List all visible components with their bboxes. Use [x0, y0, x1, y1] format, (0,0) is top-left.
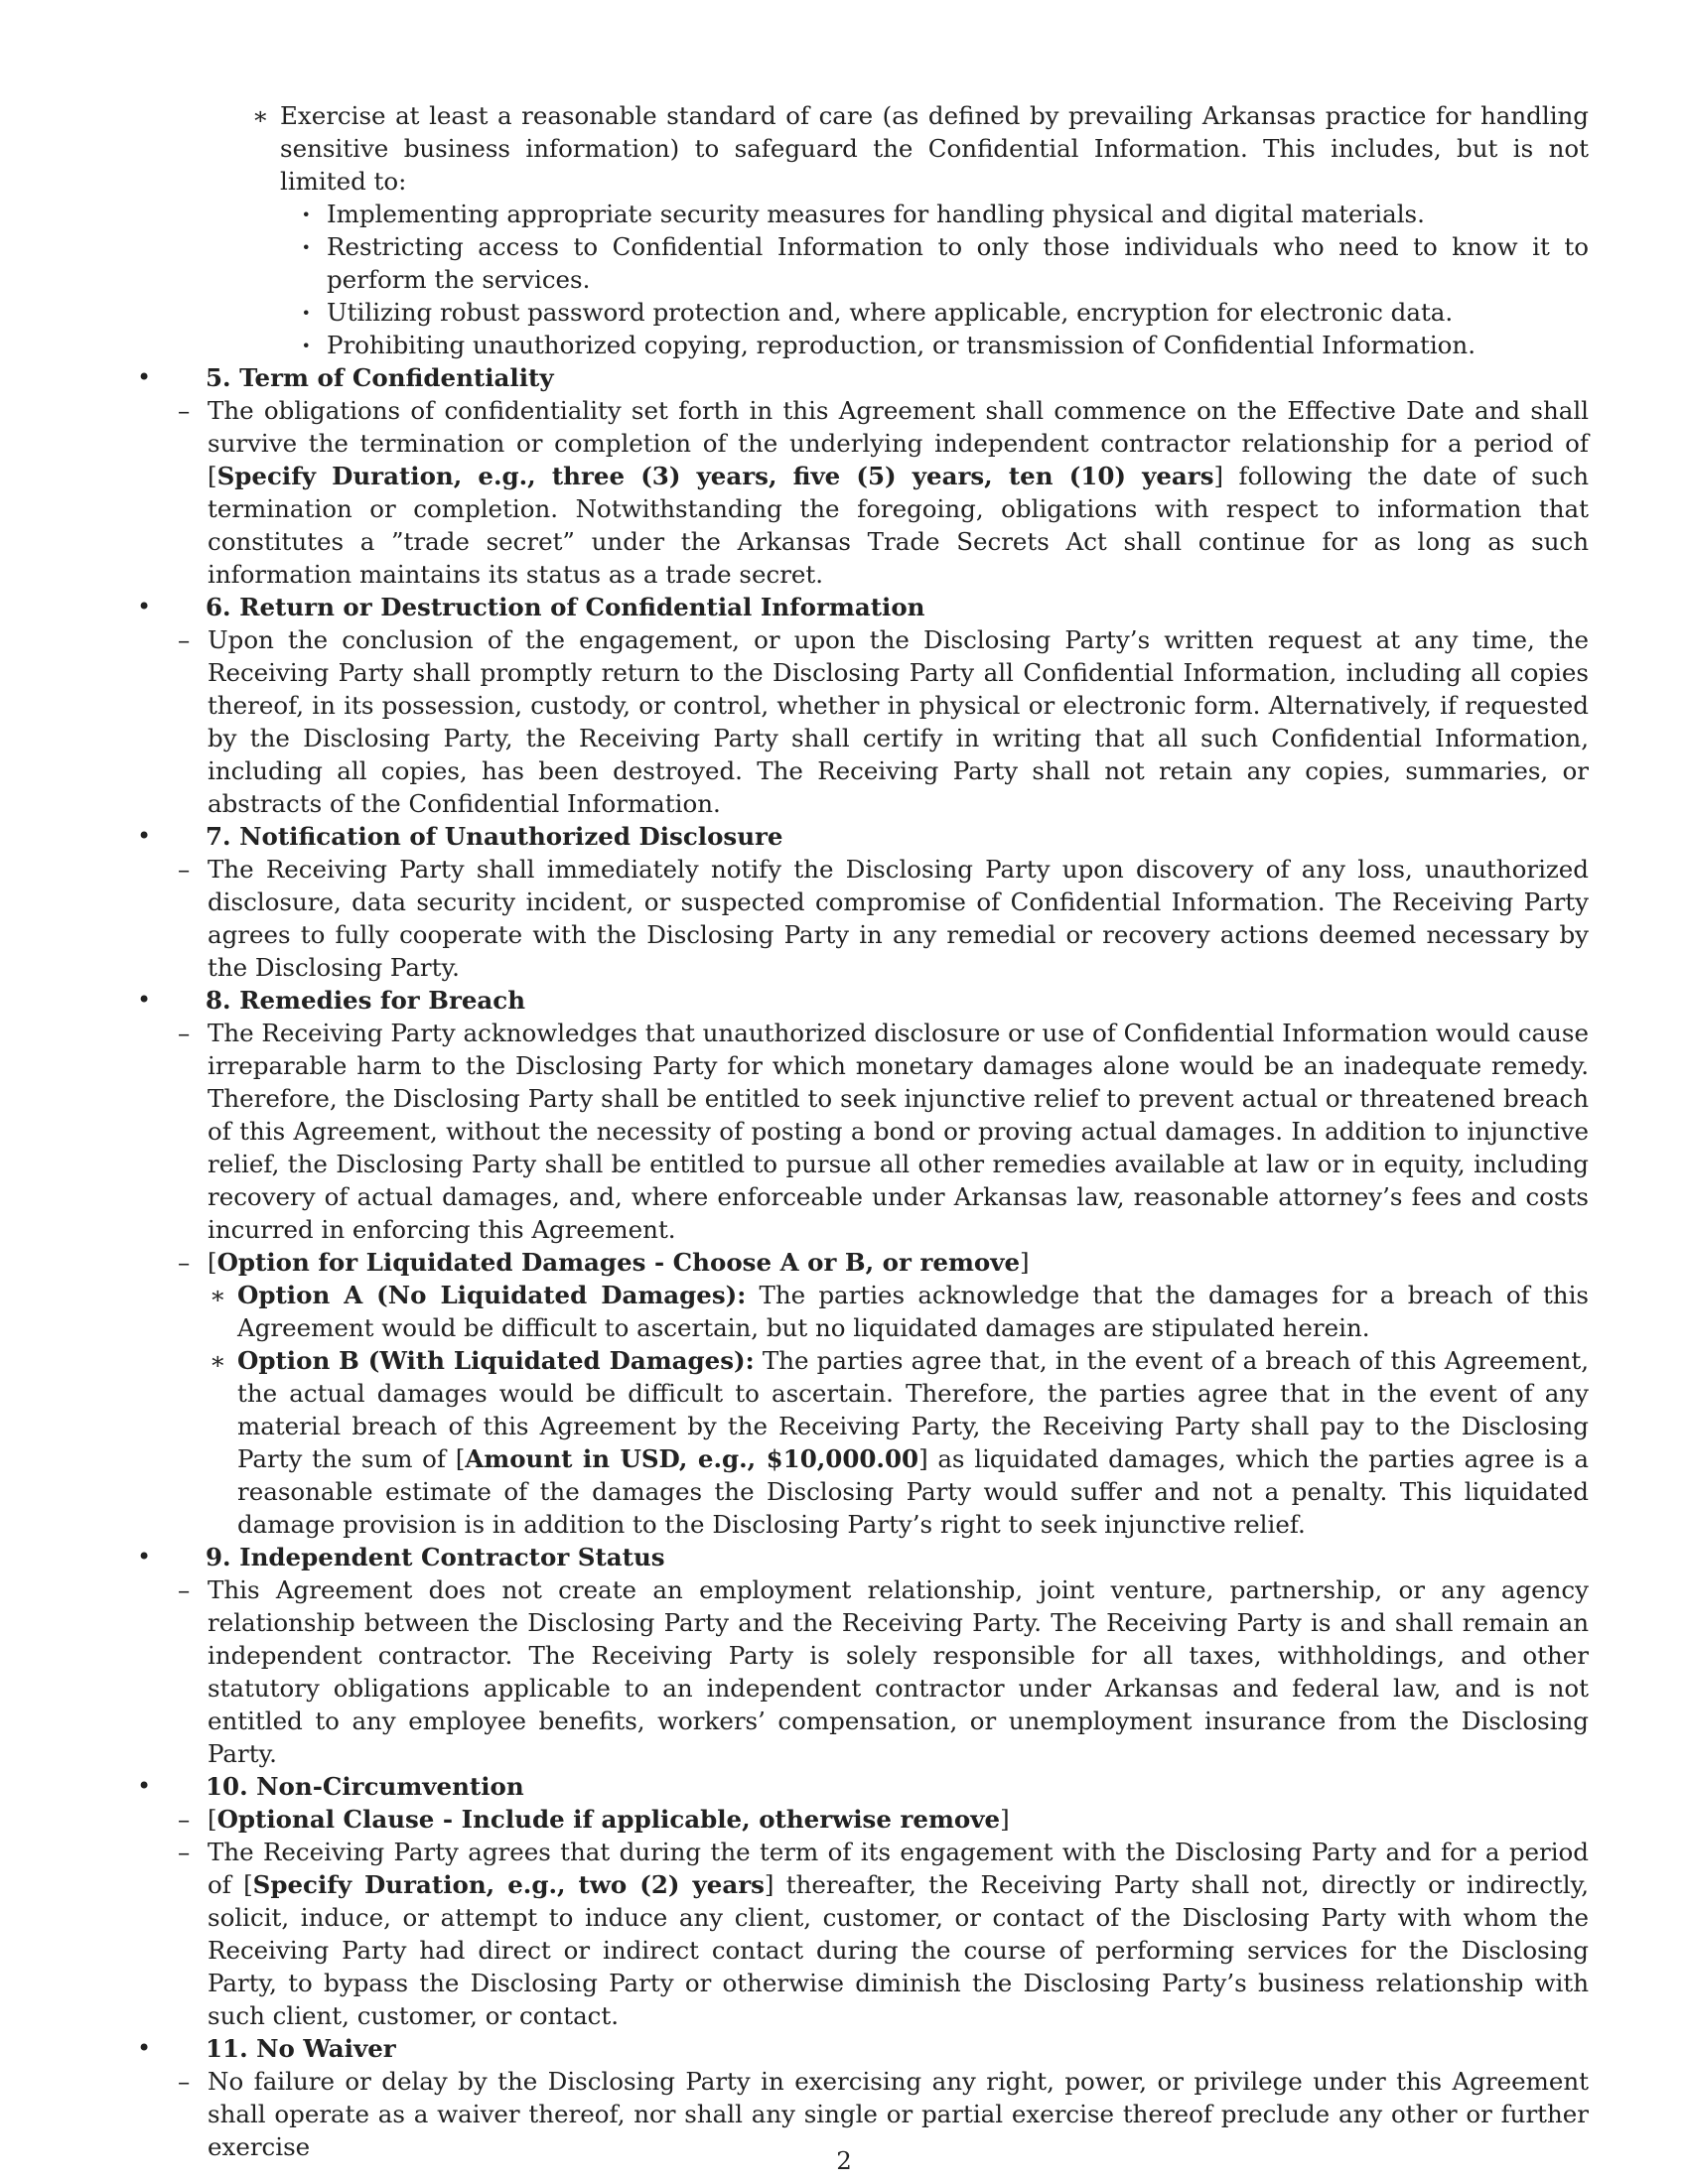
section-heading: 6. Return or Destruction of Confidential Information	[206, 593, 925, 621]
section-heading: 9. Independent Contractor Status	[206, 1543, 665, 1571]
list-item: ∗ Exercise at least a reasonable standard of care (as defined by prevailing Arkansas practice for handling sensitive business information) to safeguard the Confidential Information. This includes, but is not limited to: · Implementing appropriate security measures for handling physical and digital materials. · Restricting access to Confidential Information to only those individuals who need to know it to perform the services. · Utilizing robust password protection and, where applicable, encryption for electronic data. · Prohibiting unauthorized copying, reproduction, or transmission of Confidential Information.	[250, 99, 1589, 361]
page-number: 2	[836, 2146, 852, 2175]
document-body	[134, 99, 1589, 2163]
section-heading: 5. Term of Confidentiality	[206, 363, 554, 392]
section-7	[134, 820, 1589, 984]
list-item: · Restricting access to Confidential Information to only those individuals who need to know it to perform the services.	[297, 230, 1589, 296]
list-item: – The Receiving Party agrees that during the term of its engagement with the Disclosing Party and for a period of [Specify Duration, e.g., two (2) years] thereafter, the Receiving Party shall not, directly or indirectly, solicit, induce, or attempt to induce any client, customer, or contact of the Disclosing Party with whom the Receiving Party had direct or indirect contact during the course of performing services for the Disclosing Party, to bypass the Disclosing Party or otherwise diminish the Disclosing Party’s business relationship with such client, customer, or contact.	[178, 1836, 1589, 2032]
list-item: – No failure or delay by the Disclosing Party in exercising any right, power, or privilege under this Agreement shall operate as a waiver thereof, nor shall any single or partial exercise thereof preclude any other or further exercise	[178, 2065, 1589, 2163]
section-9	[134, 1541, 1589, 1770]
section-list	[134, 361, 1589, 2163]
list-item: · Utilizing robust password protection and, where applicable, encryption for electronic data.	[297, 296, 1589, 329]
section-6	[134, 591, 1589, 820]
option-a: ∗ Option A (No Liquidated Damages): The parties acknowledge that the damages for a breach of this Agreement would be difficult to ascertain, but no liquidated damages are stipulated herein.	[208, 1279, 1589, 1344]
section-heading: 7. Notification of Unauthorized Disclosure	[206, 822, 783, 851]
section-10	[134, 1770, 1589, 2032]
list-item: – The Receiving Party shall immediately notify the Disclosing Party upon discovery of any loss, unauthorized disclosure, data security incident, or suspected compromise of Confidential Information. The Receiving Party agrees to fully cooperate with the Disclosing Party in any remedial or recovery actions deemed necessary by the Disclosing Party.	[178, 853, 1589, 984]
list-item: – The Receiving Party acknowledges that unauthorized disclosure or use of Confidential Information would cause irreparable harm to the Disclosing Party for which monetary damages alone would be an inadequate remedy. Therefore, the Disclosing Party shall be entitled to seek injunctive relief to prevent actual or threatened breach of this Agreement, without the necessity of posting a bond or proving actual damages. In addition to injunctive relief, the Disclosing Party shall be entitled to pursue all other remedies available at law or in equity, including recovery of actual damages, and, where enforceable under Arkansas law, reasonable attorney’s fees and costs incurred in enforcing this Agreement.	[178, 1017, 1589, 1246]
list-item: · Prohibiting unauthorized copying, reproduction, or transmission of Confidential Information.	[297, 329, 1589, 361]
option-b: ∗ Option B (With Liquidated Damages): The parties agree that, in the event of a breach of this Agreement, the actual damages would be difficult to ascertain. Therefore, the parties agree that in the event of any material breach of this Agreement by the Receiving Party, the Receiving Party shall pay to the Disclosing Party the sum of [Amount in USD, e.g., $10,000.00] as liquidated damages, which the parties agree is a reasonable estimate of the damages the Disclosing Party would suffer and not a penalty. This liquidated damage provision is in addition to the Disclosing Party’s right to seek injunctive relief.	[208, 1344, 1589, 1541]
list-item: – [Option for Liquidated Damages - Choose A or B, or remove] ∗ Option A (No Liquidated Damages): The parties acknowledge that the damages for a breach of this Agreement would be difficult to ascertain, but no liquidated damages are stipulated herein. ∗ Option B (With Liquidated Damages): The parties agree that, in the event of a breach of this Agreement, the actual damages would be difficult to ascertain. Therefore, the parties agree that in the event of any material breach of this Agreement by the Receiving Party, the Receiving Party shall pay to the Disclosing Party the sum of [Amount in USD, e.g., $10,000.00] as liquidated damages, which the parties agree is a reasonable estimate of the damages the Disclosing Party would suffer and not a penalty. This liquidated damage provision is in addition to the Disclosing Party’s right to seek injunctive relief.	[178, 1246, 1589, 1541]
list-item: – Upon the conclusion of the engagement, or upon the Disclosing Party’s written request at any time, the Receiving Party shall promptly return to the Disclosing Party all Confidential Information, including all copies thereof, in its possession, custody, or control, whether in physical or electronic form. Alternatively, if requested by the Disclosing Party, the Receiving Party shall certify in writing that all such Confidential Information, including all copies, has been destroyed. The Receiving Party shall not retain any copies, summaries, or abstracts of the Confidential Information.	[178, 623, 1589, 820]
section-heading: 8. Remedies for Breach	[206, 986, 526, 1015]
continued-list	[250, 99, 1589, 361]
list-item: – [Optional Clause - Include if applicable, otherwise remove]	[178, 1803, 1589, 1836]
section-heading: 11. No Waiver	[206, 2034, 396, 2063]
list-item: – This Agreement does not create an employment relationship, joint venture, partnership, or any agency relationship between the Disclosing Party and the Receiving Party. The Receiving Party is and shall remain an independent contractor. The Receiving Party is solely responsible for all taxes, withholdings, and other statutory obligations applicable to an independent contractor under Arkansas and federal law, and is not entitled to any employee benefits, workers’ compensation, or unemployment insurance from the Disclosing Party.	[178, 1573, 1589, 1770]
list-item: – The obligations of confidentiality set forth in this Agreement shall commence on the Effective Date and shall survive the termination or completion of the underlying independent contractor relationship for a period of [Specify Duration, e.g., three (3) years, five (5) years, ten (10) years] following the date of such termination or completion. Notwithstanding the foregoing, obligations with respect to information that constitutes a ”trade secret” under the Arkansas Trade Secrets Act shall continue for as long as such information maintains its status as a trade secret.	[178, 394, 1589, 591]
list-item: · Implementing appropriate security measures for handling physical and digital materials.	[297, 198, 1589, 230]
section-heading: 10. Non-Circumvention	[206, 1772, 524, 1801]
section-5	[134, 361, 1589, 591]
section-8	[134, 984, 1589, 1541]
